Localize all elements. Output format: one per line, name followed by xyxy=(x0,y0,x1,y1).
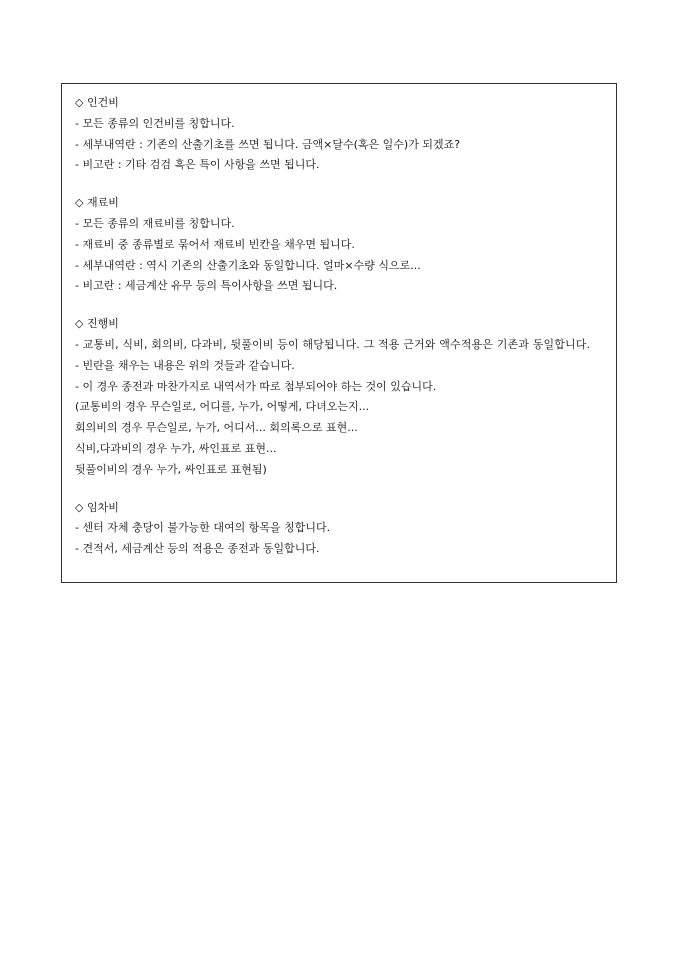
text-line: - 비고란 : 기타 검검 혹은 특이 사항을 쓰면 됩니다. xyxy=(75,158,320,172)
text-line: - 이 경우 종전과 마찬가지로 내역서가 따로 첨부되어야 하는 것이 있습니다. xyxy=(75,379,437,393)
section-heading: ◇ 인건비 xyxy=(75,96,119,109)
section-personnel xyxy=(75,93,604,176)
text-line: - 모든 종류의 재료비를 칭합니다. xyxy=(75,216,235,230)
text-line: 뒷풀이비의 경우 누가, 싸인표로 표현됨) xyxy=(75,462,267,476)
text-line: - 센터 자체 충당이 불가능한 대여의 항목을 칭합니다. xyxy=(75,521,331,535)
section-materials xyxy=(75,193,604,297)
section-heading: ◇ 임차비 xyxy=(75,500,119,514)
text-line: - 견적서, 세금계산 등의 적용은 종전과 동일합니다. xyxy=(75,542,320,556)
text-line: - 교통비, 식비, 회의비, 다과비, 뒷풀이비 등이 해당됩니다. 그 적용 근거와 액수적용은 기존과 동일합니다. xyxy=(75,337,591,351)
text-line: (교통비의 경우 무슨일로, 어디를, 누가, 어떻게, 다녀오는지... xyxy=(75,400,370,414)
text-line: - 재료비 중 종류별로 묶어서 재료비 빈칸을 채우면 됩니다. xyxy=(75,237,355,251)
text-line: 식비,다과비의 경우 누가, 싸인표로 표현... xyxy=(75,441,277,455)
text-line: - 세부내역란 : 역시 기존의 산출기초와 동일합니다. 얼마×수량 식으로... xyxy=(75,258,421,272)
document-box xyxy=(61,83,617,583)
section-heading: ◇ 진행비 xyxy=(75,317,119,331)
text-line: - 비고란 : 세금계산 유무 등의 특이사항을 쓰면 됩니다. xyxy=(75,279,338,293)
section-operations xyxy=(75,314,604,480)
section-heading: ◇ 재료비 xyxy=(75,196,119,210)
text-line: - 빈란을 채우는 내용은 위의 것들과 같습니다. xyxy=(75,358,295,372)
text-line: - 모든 종류의 인건비를 칭합니다. xyxy=(75,116,235,130)
text-line: - 세부내역란 : 기존의 산출기초를 쓰면 됩니다. 금액×달수(혹은 일수)가 되겠죠? xyxy=(75,137,461,151)
text-line: 회의비의 경우 무슨일로, 누가, 어디서... 회의록으로 표현... xyxy=(75,421,358,435)
section-rental xyxy=(75,498,604,560)
